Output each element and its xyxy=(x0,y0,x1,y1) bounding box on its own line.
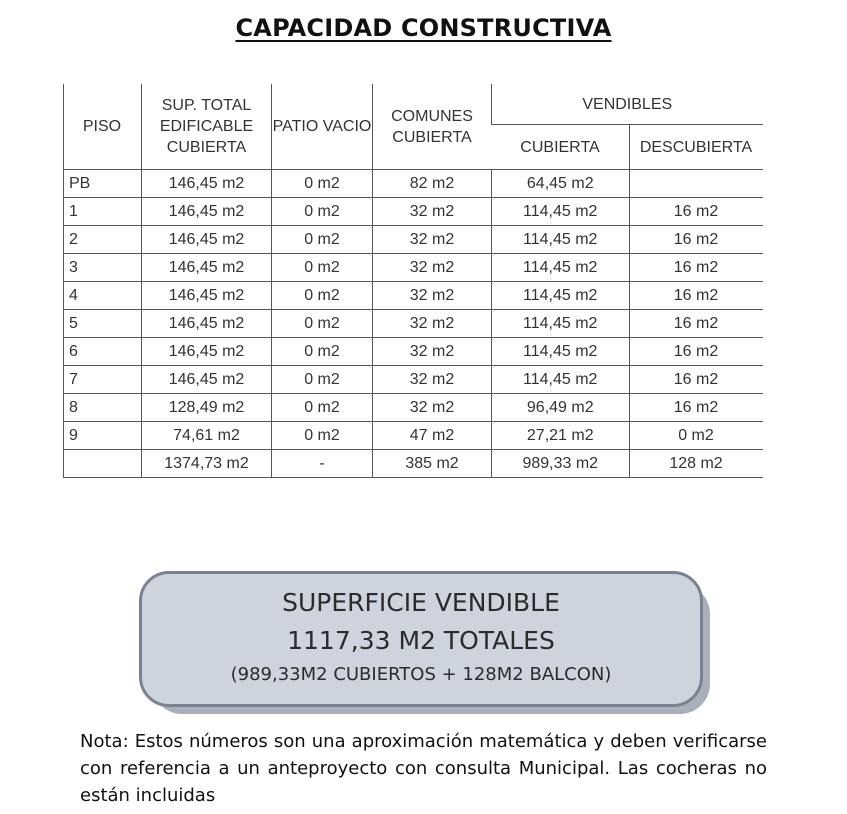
cell-comunes: 32 m2 xyxy=(373,254,492,282)
cell-patio: - xyxy=(272,450,373,478)
cell-sup: 146,45 m2 xyxy=(142,254,272,282)
cell-comunes: 47 m2 xyxy=(373,422,492,450)
summary-box xyxy=(139,571,703,707)
table-row xyxy=(63,422,763,450)
cell-comunes: 32 m2 xyxy=(373,394,492,422)
cell-piso xyxy=(63,450,142,478)
cell-cubierta: 64,45 m2 xyxy=(492,170,630,198)
cell-descubierta: 16 m2 xyxy=(629,226,763,254)
header-comunes: COMUNES CUBIERTA xyxy=(373,84,492,170)
cell-descubierta: 16 m2 xyxy=(629,366,763,394)
cell-cubierta: 114,45 m2 xyxy=(492,282,630,310)
cell-piso: 5 xyxy=(63,310,142,338)
page-title: CAPACIDAD CONSTRUCTIVA xyxy=(235,14,612,42)
cell-comunes: 32 m2 xyxy=(373,366,492,394)
cell-patio: 0 m2 xyxy=(272,282,373,310)
header-descubierta: DESCUBIERTA xyxy=(629,125,763,170)
cell-sup: 146,45 m2 xyxy=(142,310,272,338)
table-row xyxy=(63,310,763,338)
cell-patio: 0 m2 xyxy=(272,394,373,422)
cell-descubierta xyxy=(629,170,763,198)
cell-descubierta: 16 m2 xyxy=(629,198,763,226)
cell-cubierta: 114,45 m2 xyxy=(492,226,630,254)
cell-cubierta: 96,49 m2 xyxy=(492,394,630,422)
cell-piso: 8 xyxy=(63,394,142,422)
table-row xyxy=(63,254,763,282)
cell-patio: 0 m2 xyxy=(272,226,373,254)
table-row xyxy=(63,366,763,394)
cell-cubierta: 27,21 m2 xyxy=(492,422,630,450)
cell-cubierta: 114,45 m2 xyxy=(492,254,630,282)
cell-comunes: 32 m2 xyxy=(373,338,492,366)
cell-sup: 146,45 m2 xyxy=(142,226,272,254)
header-cubierta: CUBIERTA xyxy=(492,125,630,170)
cell-cubierta: 114,45 m2 xyxy=(492,310,630,338)
header-patio: PATIO VACIO xyxy=(272,84,373,170)
header-vendibles: VENDIBLES xyxy=(492,84,763,125)
cell-piso: 4 xyxy=(63,282,142,310)
cell-descubierta: 128 m2 xyxy=(629,450,763,478)
cell-comunes: 385 m2 xyxy=(373,450,492,478)
summary-breakdown: (989,33M2 CUBIERTOS + 128M2 BALCON) xyxy=(230,664,612,685)
table-row xyxy=(63,170,763,198)
cell-comunes: 32 m2 xyxy=(373,226,492,254)
cell-patio: 0 m2 xyxy=(272,170,373,198)
note-text: Nota: Estos números son una aproximación matemática y deben verificarse con referencia a un anteproyecto con consulta Municipal. Las cocheras no están incluidas xyxy=(80,731,767,806)
cell-comunes: 32 m2 xyxy=(373,310,492,338)
cell-piso: 7 xyxy=(63,366,142,394)
cell-sup: 146,45 m2 xyxy=(142,338,272,366)
cell-patio: 0 m2 xyxy=(272,310,373,338)
table-row xyxy=(63,450,763,478)
cell-patio: 0 m2 xyxy=(272,366,373,394)
cell-descubierta: 16 m2 xyxy=(629,338,763,366)
cell-patio: 0 m2 xyxy=(272,422,373,450)
cell-cubierta: 114,45 m2 xyxy=(492,338,630,366)
cell-cubierta: 114,45 m2 xyxy=(492,366,630,394)
cell-sup: 74,61 m2 xyxy=(142,422,272,450)
cell-patio: 0 m2 xyxy=(272,338,373,366)
table-row xyxy=(63,198,763,226)
table-row xyxy=(63,282,763,310)
cell-piso: 2 xyxy=(63,226,142,254)
cell-descubierta: 0 m2 xyxy=(629,422,763,450)
cell-piso: PB xyxy=(63,170,142,198)
cell-sup: 1374,73 m2 xyxy=(142,450,272,478)
table-row xyxy=(63,226,763,254)
cell-descubierta: 16 m2 xyxy=(629,254,763,282)
cell-piso: 6 xyxy=(63,338,142,366)
header-piso: PISO xyxy=(63,84,142,170)
cell-descubierta: 16 m2 xyxy=(629,394,763,422)
cell-piso: 3 xyxy=(63,254,142,282)
cell-patio: 0 m2 xyxy=(272,254,373,282)
cell-sup: 146,45 m2 xyxy=(142,282,272,310)
capacity-table xyxy=(63,84,763,478)
table-row xyxy=(63,338,763,366)
cell-sup: 146,45 m2 xyxy=(142,198,272,226)
cell-sup: 146,45 m2 xyxy=(142,170,272,198)
cell-piso: 1 xyxy=(63,198,142,226)
cell-sup: 146,45 m2 xyxy=(142,366,272,394)
cell-sup: 128,49 m2 xyxy=(142,394,272,422)
summary-title: SUPERFICIE VENDIBLE xyxy=(282,588,560,617)
cell-descubierta: 16 m2 xyxy=(629,282,763,310)
cell-patio: 0 m2 xyxy=(272,198,373,226)
summary-total: 1117,33 M2 TOTALES xyxy=(287,626,555,655)
cell-cubierta: 989,33 m2 xyxy=(492,450,630,478)
cell-piso: 9 xyxy=(63,422,142,450)
header-sup-total: SUP. TOTAL EDIFICABLE CUBIERTA xyxy=(142,84,272,170)
table-row xyxy=(63,394,763,422)
cell-comunes: 82 m2 xyxy=(373,170,492,198)
cell-descubierta: 16 m2 xyxy=(629,310,763,338)
cell-cubierta: 114,45 m2 xyxy=(492,198,630,226)
cell-comunes: 32 m2 xyxy=(373,282,492,310)
cell-comunes: 32 m2 xyxy=(373,198,492,226)
